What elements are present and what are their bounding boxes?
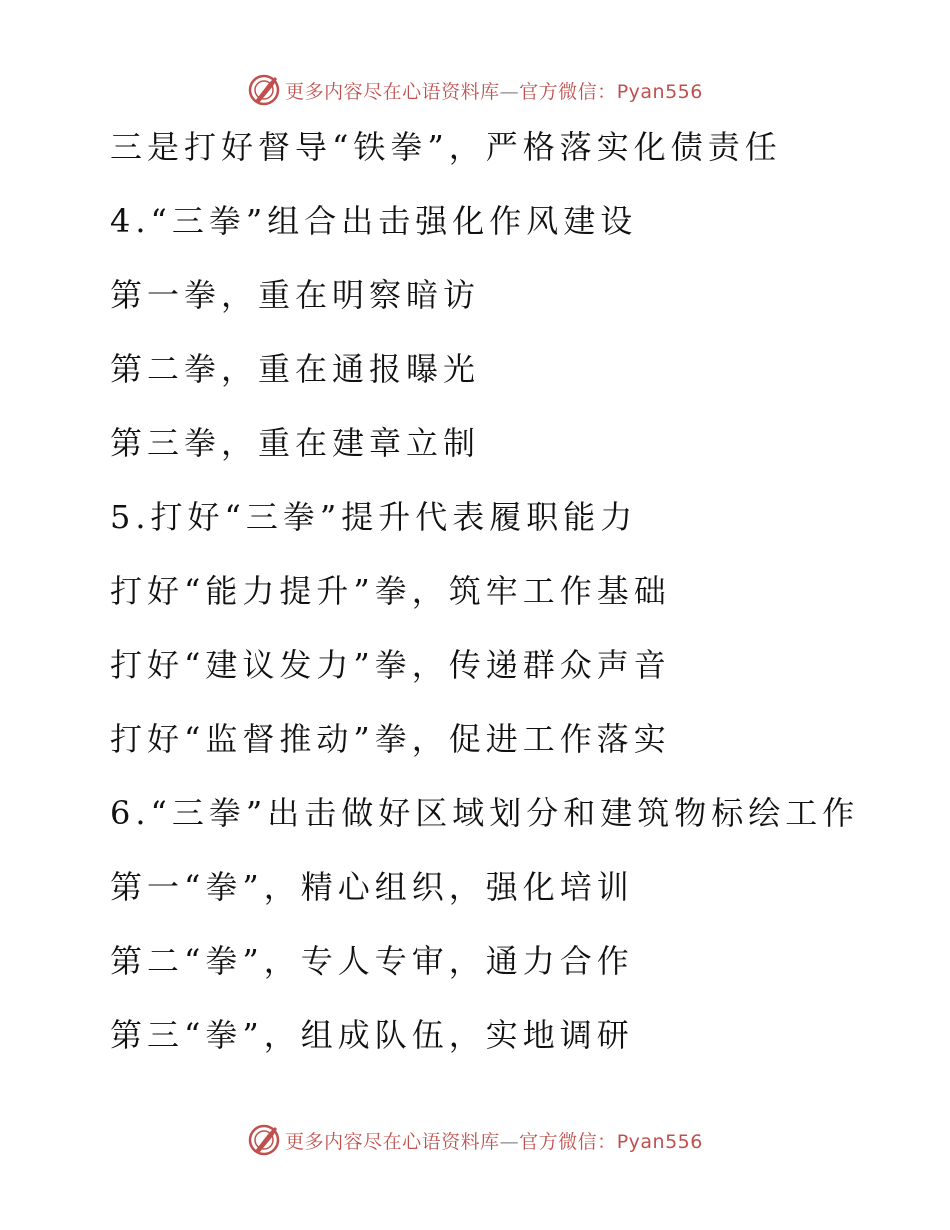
pen-logo-icon (247, 73, 281, 107)
pen-logo-icon (247, 1123, 281, 1157)
text-line: 三是打好督导“铁拳”，严格落实化债责任 (110, 128, 782, 166)
text-line: 打好“监督推动”拳，促进工作落实 (110, 720, 671, 758)
text-line: 打好“建议发力”拳，传递群众声音 (110, 646, 671, 684)
footer-watermark (0, 1122, 950, 1158)
text-line: 第三“拳”，组成队伍，实地调研 (110, 1016, 634, 1054)
header-watermark (0, 72, 950, 108)
section-heading: 6.“三拳”出击做好区域划分和建筑物标绘工作 (110, 794, 860, 832)
document-body (110, 120, 910, 1082)
text-line: 第一拳，重在明察暗访 (110, 276, 481, 314)
section-heading: 4.“三拳”组合出击强化作风建设 (110, 202, 638, 240)
section-heading: 5.打好“三拳”提升代表履职能力 (110, 498, 638, 536)
text-line: 第三拳，重在建章立制 (110, 424, 481, 462)
text-line: 第一“拳”，精心组织，强化培训 (110, 868, 634, 906)
text-line: 第二拳，重在通报曝光 (110, 350, 481, 388)
text-line: 打好“能力提升”拳，筑牢工作基础 (110, 572, 671, 610)
watermark-text: 更多内容尽在心语资料库—官方微信：Pyan556 (285, 80, 703, 103)
watermark-text: 更多内容尽在心语资料库—官方微信：Pyan556 (285, 1130, 703, 1153)
text-line: 第二“拳”，专人专审，通力合作 (110, 942, 634, 980)
